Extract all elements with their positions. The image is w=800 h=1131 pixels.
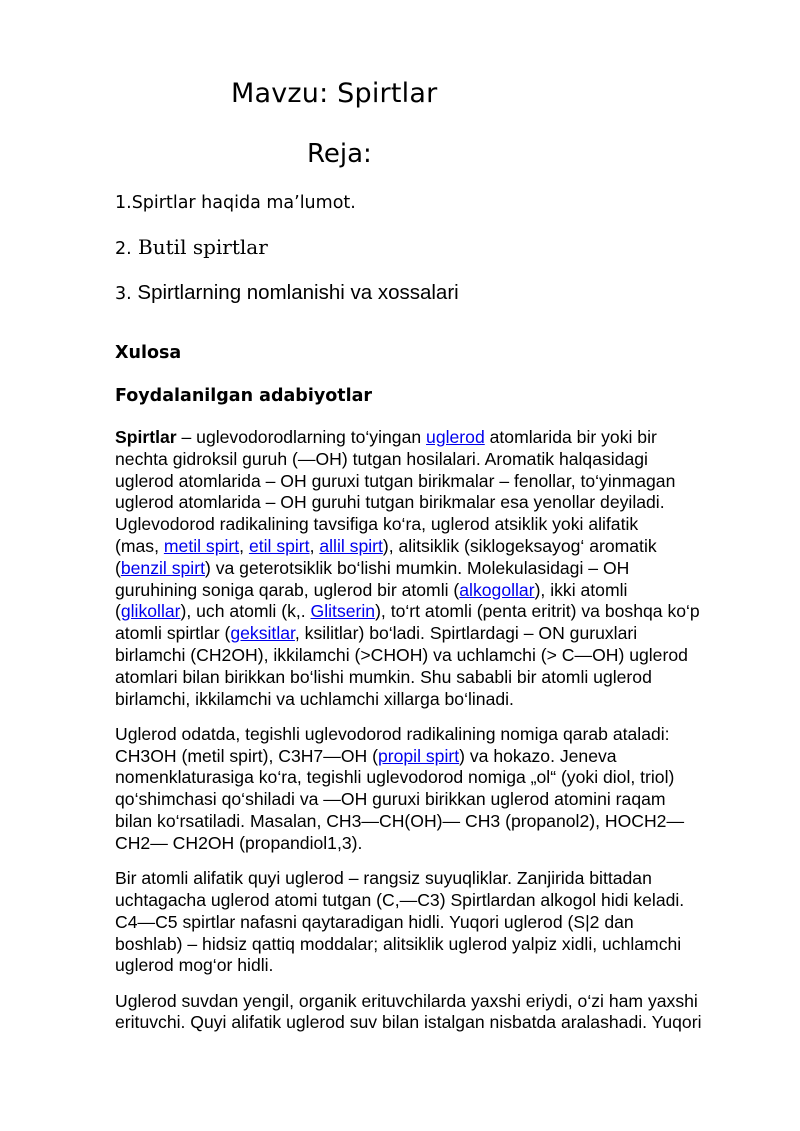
text-line: Bir atomli alifatik quyi uglerod – rangsiz suyuqliklar. Zanjirida bittadan (115, 868, 652, 889)
article-body (115, 427, 745, 1048)
link-benzil-spirt[interactable]: benzil spirt (120, 557, 205, 578)
text-line: C4—C5 spirtlar nafasni qaytaradigan hidli. Yuqori uglerod (S|2 dan (115, 911, 634, 932)
paragraph-3 (115, 868, 745, 977)
text-line (115, 536, 745, 558)
paragraph-4 (115, 991, 745, 1035)
text-line: erituvchi. Quyi alifatik uglerod suv bilan istalgan nisbatda aralashadi. Yuqori (115, 1012, 702, 1033)
text-run: ) va geterotsiklik bo‘lishi mumkin. Molekulasidagi – OH (204, 557, 630, 578)
link-geksitlar[interactable]: geksitlar (230, 623, 295, 644)
text-line: nomenklaturasiga ko‘ra, tegishli uglevodorod nomiga „ol“ (yoki diol, triol) (115, 767, 675, 788)
plan-item-3 (115, 281, 459, 305)
term-spirtlar: Spirtlar (115, 427, 177, 447)
plan-item-2-number: 2. (115, 239, 132, 259)
section-references: Foydalanilgan adabiyotlar (115, 386, 373, 406)
plan-item-1: 1.Spirtlar haqida ma’lumot. (115, 193, 356, 213)
plan-item-2 (115, 235, 268, 259)
paragraph-2 (115, 724, 745, 855)
text-line: nechta gidroksil guruh (—OH) tutgan hosilalari. Aromatik halqasidagi (115, 448, 648, 469)
text-line: uglerod mog‘or hidli. (115, 955, 274, 976)
text-run: ) va hokazo. Jeneva (459, 745, 617, 766)
text-line: uglerod atomlarida – OH guruhi tutgan birikmalar esa yenollar deyiladi. (115, 492, 665, 513)
text-run: ), ikki atomli (534, 579, 628, 600)
link-propil-spirt[interactable]: propil spirt (377, 745, 460, 766)
text-run: ( (115, 601, 121, 622)
text-line (115, 601, 745, 623)
text-line: qo‘shimchasi qo‘shiladi va —OH guruxi birikkan uglerod atomini raqam (115, 789, 666, 810)
section-xulosa: Xulosa (115, 343, 182, 363)
text-line (115, 558, 745, 580)
text-line (115, 427, 745, 449)
link-metil-spirt[interactable]: metil spirt (163, 535, 240, 556)
text-line (115, 580, 745, 602)
link-uglerod[interactable]: uglerod (426, 427, 485, 447)
text-run: ), to‘rt atomli (penta eritrit) va boshqa ko‘p (375, 601, 700, 622)
text-line: CH2— CH2OH (propandiol1,3). (115, 832, 363, 853)
text-run: atomlarida bir yoki bir (484, 427, 657, 447)
text-run: , (309, 535, 320, 556)
text-run: (mas, (115, 535, 164, 556)
text-run: atomli spirtlar ( (115, 623, 231, 644)
link-alkogollar[interactable]: alkogollar (459, 579, 535, 600)
text-line: Uglerod odatda, tegishli uglevodorod radikalining nomiga qarab ataladi: (115, 723, 670, 744)
text-line: Uglerod suvdan yengil, organik erituvchilarda yaxshi eriydi, o‘zi ham yaxshi (115, 990, 698, 1011)
text-line: Uglevodorod radikalining tavsifiga ko‘ra, uglerod atsiklik yoki alifatik (115, 514, 639, 535)
text-line (115, 746, 745, 768)
text-line: birlamchi, ikkilamchi va uchlamchi xillarga bo‘linadi. (115, 688, 514, 709)
text-line: uchtagacha uglerod atomi tutgan (C,—C3) Spirtlardan alkogol hidi keladi. (115, 889, 685, 910)
link-glikollar[interactable]: glikollar (120, 601, 181, 622)
text-run: ), uch atomli (k,. (180, 601, 311, 622)
text-run: ), alitsiklik (siklogeksayog‘ aromatik (382, 535, 657, 556)
link-glitserin[interactable]: Glitserin (310, 601, 376, 622)
text-line: bilan ko‘rsatiladi. Masalan, CH3—CH(OH)— CH3 (propanol2), HOCH2— (115, 811, 685, 832)
plan-item-2-text: Butil spirtlar (131, 235, 268, 259)
text-run: CH3OH (metil spirt), C3H7—OH ( (115, 745, 378, 766)
page-title: Mavzu: Spirtlar (231, 78, 438, 109)
text-run: , (239, 535, 249, 556)
text-line: boshlab) – hidsiz qattiq moddalar; alitsiklik uglerod yalpiz xidli, uchlamchi (115, 933, 682, 954)
link-etil-spirt[interactable]: etil spirt (248, 535, 310, 556)
plan-item-3-number: 3. (115, 284, 132, 304)
text-line (115, 623, 745, 645)
text-run: – uglevodorodlarning to‘yingan (176, 427, 427, 447)
text-run: guruhining soniga qarab, uglerod bir atomli ( (115, 579, 460, 600)
text-line: birlamchi (CH2OH), ikkilamchi (>CHOH) va uchlamchi (> C—OH) uglerod (115, 644, 688, 665)
text-run: ( (115, 557, 121, 578)
link-allil-spirt[interactable]: allil spirt (319, 535, 383, 556)
paragraph-1 (115, 427, 745, 710)
text-line: uglerod atomlarida – OH guruxi tutgan birikmalar – fenollar, to‘yinmagan (115, 470, 676, 491)
text-line: atomlari bilan birikkan bo‘lishi mumkin. Shu sababli bir atomli uglerod (115, 666, 652, 687)
text-run: , ksilitlar) bo‘ladi. Spirtlardagi – ON guruxlari (294, 623, 638, 644)
plan-item-3-text: Spirtlarning nomlanishi va xossalari (131, 281, 459, 304)
plan-heading: Reja: (307, 139, 372, 169)
